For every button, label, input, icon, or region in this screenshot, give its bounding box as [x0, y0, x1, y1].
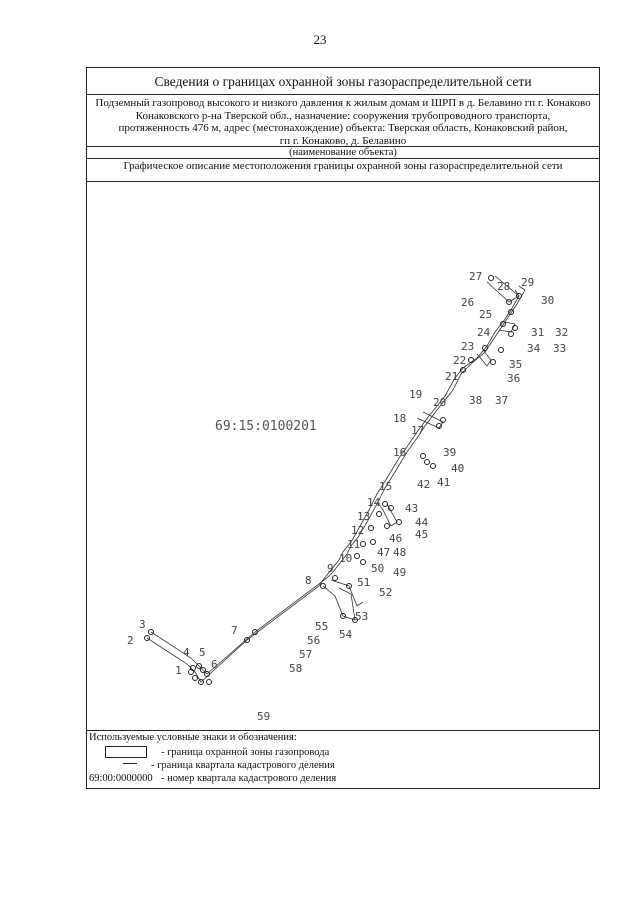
- protection-zone-outline: [147, 276, 525, 682]
- point-marker-13: [377, 512, 382, 517]
- point-label: 44: [415, 516, 429, 529]
- point-label: 6: [211, 658, 218, 671]
- point-marker-62: [193, 676, 198, 681]
- object-caption: (наименование объекта): [87, 147, 599, 159]
- point-label: 34: [527, 342, 541, 355]
- point-label: 11: [347, 538, 361, 551]
- point-label: 17: [411, 424, 425, 437]
- legend-item-block-number: - номер квартала кадастрового деления: [161, 773, 337, 784]
- point-marker-11: [361, 542, 366, 547]
- point-marker-36: [491, 360, 496, 365]
- point-label: 45: [415, 528, 429, 541]
- point-label: 41: [437, 476, 451, 489]
- point-label: 38: [469, 394, 483, 407]
- point-label: 39: [443, 446, 457, 459]
- point-marker-26: [489, 276, 494, 281]
- point-label: 3: [139, 618, 146, 631]
- point-label: 57: [299, 648, 313, 661]
- point-label: 35: [509, 358, 523, 371]
- point-label: 25: [479, 308, 493, 321]
- point-label: 31: [531, 326, 545, 339]
- object-description-line-1: Подземный газопровод высокого и низкого давления к жилым домам и ШРП в д. Белавино гп г. Конаково: [95, 97, 591, 109]
- point-label: 19: [409, 388, 423, 401]
- point-label: 26: [461, 296, 475, 309]
- point-marker-14: [383, 502, 388, 507]
- legend: [87, 730, 599, 788]
- boundary-map: [87, 182, 599, 731]
- point-label: 10: [339, 552, 353, 565]
- point-label: 51: [357, 576, 371, 589]
- point-marker-10: [355, 554, 360, 559]
- object-description: [87, 95, 599, 147]
- point-label: 8: [305, 574, 312, 587]
- point-label: 21: [445, 370, 459, 383]
- point-label: 1: [175, 664, 182, 677]
- point-marker-35: [499, 348, 504, 353]
- point-marker-46: [385, 524, 390, 529]
- protection-zone-boundary-symbol: [105, 746, 147, 758]
- cadastral-block-boundary-symbol: [123, 763, 137, 764]
- point-label: 33: [553, 342, 567, 355]
- point-marker-9: [333, 576, 338, 581]
- point-label: 12: [351, 524, 365, 537]
- point-label: 15: [379, 480, 393, 493]
- point-label: 47: [377, 546, 391, 559]
- pipeline-points: [145, 276, 522, 685]
- point-label: 2: [127, 634, 134, 647]
- point-label: 18: [393, 412, 407, 425]
- point-marker-22: [469, 358, 474, 363]
- point-label: 56: [307, 634, 321, 647]
- legend-item-zone-boundary: - граница охранной зоны газопровода: [161, 747, 330, 758]
- page-number: 23: [313, 32, 327, 47]
- point-marker-16: [421, 454, 426, 459]
- point-label: 23: [461, 340, 475, 353]
- point-label: 55: [315, 620, 329, 633]
- point-label: 36: [507, 372, 521, 385]
- point-label: 4: [183, 646, 190, 659]
- point-label: 40: [451, 462, 465, 475]
- point-label: 13: [357, 510, 371, 523]
- point-marker-50: [361, 560, 366, 565]
- graphic-description-title: Графическое описание местоположения границы охранной зоны газораспределительной сети: [87, 159, 599, 182]
- point-label: 50: [371, 562, 385, 575]
- point-label: 5: [199, 646, 206, 659]
- point-label: 58: [289, 662, 303, 675]
- point-label: 16: [393, 446, 407, 459]
- boundary-info-table: [86, 67, 600, 789]
- point-marker-60: [207, 680, 212, 685]
- point-label: 30: [541, 294, 555, 307]
- point-marker-12: [369, 526, 374, 531]
- point-label: 27: [469, 270, 483, 283]
- point-label: 32: [555, 326, 569, 339]
- legend-title: Используемые условные знаки и обозначения:: [89, 732, 297, 743]
- point-label: 48: [393, 546, 407, 559]
- point-marker-63: [189, 670, 194, 675]
- point-label: 54: [339, 628, 353, 641]
- object-description-line-4: гп г. Конаково, д. Белавино: [279, 134, 407, 147]
- point-label: 24: [477, 326, 491, 339]
- point-label: 42: [417, 478, 431, 491]
- point-label: 29: [521, 276, 535, 289]
- point-label: 22: [453, 354, 467, 367]
- point-label: 7: [231, 624, 238, 637]
- point-label: 28: [497, 280, 511, 293]
- point-label: 52: [379, 586, 393, 599]
- point-label: 14: [367, 496, 381, 509]
- point-label: 20: [433, 396, 447, 409]
- cadastral-block-label: 69:15:0100201: [215, 419, 317, 434]
- point-label: 59: [257, 710, 271, 723]
- table-title: Сведения о границах охранной зоны газораспределительной сети: [87, 68, 599, 95]
- object-description-line-2: Конаковского р-на Тверской обл., назначение: сооружения трубопроводного транспорта,: [135, 109, 551, 122]
- point-marker-40: [431, 464, 436, 469]
- legend-item-block-number-code: 69:00:0000000: [89, 773, 153, 784]
- point-label: 9: [327, 562, 334, 575]
- object-description-line-3: протяженность 476 м, адрес (местонахождение) объекта: Тверская область, Конаковский район,: [118, 122, 568, 134]
- point-labels: [127, 270, 568, 730]
- point-label: 43: [405, 502, 419, 515]
- point-marker-39: [425, 460, 430, 465]
- point-label: 46: [389, 532, 403, 545]
- point-marker-47: [371, 540, 376, 545]
- point-label: 53: [355, 610, 369, 623]
- legend-item-block-boundary: - граница квартала кадастрового деления: [151, 760, 335, 771]
- point-label: 37: [495, 394, 509, 407]
- boundary-map-svg: [87, 182, 599, 730]
- point-label: 49: [393, 566, 407, 579]
